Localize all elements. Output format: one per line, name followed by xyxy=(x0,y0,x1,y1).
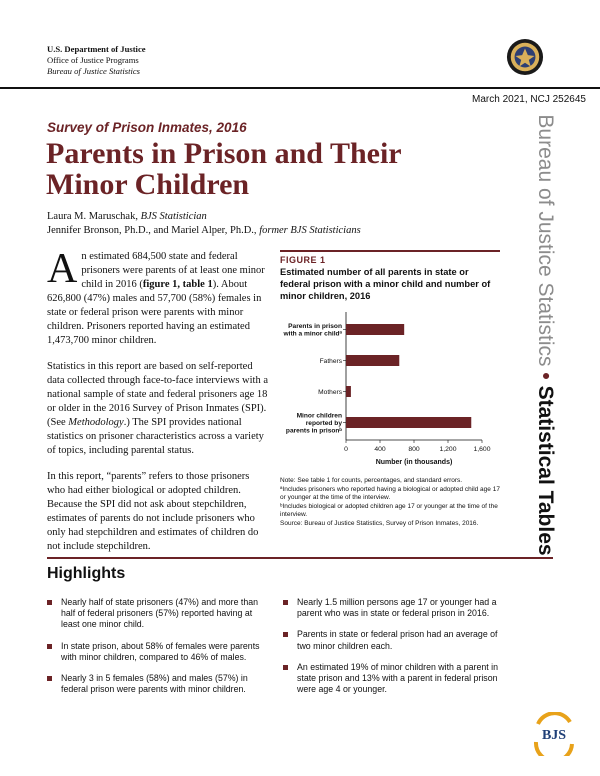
author-1-role: BJS Statistician xyxy=(140,211,207,222)
author-1-name: Laura M. Maruschak, xyxy=(47,211,141,222)
side-band-agency: Bureau of Justice Statistics xyxy=(534,114,557,367)
paragraph-1: An estimated 684,500 state and federal prisoners were parents of at least one minor child in 2016 (figure 1, table 1). About 626,800 (47%) males and 57,700 (58%) females in state or federal prison were parents with minor children. Prisoners reported having an estimated 1,473,700 minor children. xyxy=(47,246,265,346)
report-id: March 2021, NCJ 252645 xyxy=(472,94,586,105)
authors xyxy=(47,210,477,238)
side-band-type: Statistical Tables xyxy=(534,385,557,556)
highlights-heading: Highlights xyxy=(47,565,126,582)
author-2-names: Jennifer Bronson, Ph.D., and Mariel Alper, Ph.D., xyxy=(47,225,260,236)
bullet-icon xyxy=(283,600,288,605)
methodology-reference: Methodology xyxy=(68,417,124,428)
author-2-role: former BJS Statisticians xyxy=(259,225,361,236)
chart-bar xyxy=(346,386,351,397)
highlights-left-column xyxy=(47,597,267,705)
agency-department: U.S. Department of Justice xyxy=(47,44,146,54)
agency-bureau: Bureau of Justice Statistics xyxy=(47,66,141,76)
page-title: Parents in Prison and Their Minor Children xyxy=(46,137,402,201)
highlight-item: Nearly 3 in 5 females (58%) and males (57%) in federal prison were parents with minor children. xyxy=(47,673,267,695)
bullet-icon xyxy=(47,644,52,649)
paragraph-2: Statistics in this report are based on self-reported data collected through face-to-face interviews with a national sample of state and federal prisoners age 18 or older in the 2016 Survey of Prison Inmates (SPI). (See Methodology.) The SPI provides national statistics on prisoner characteristics across a variety of topics, including parental status. xyxy=(47,361,268,456)
figure-label: FIGURE 1 xyxy=(280,255,326,265)
chart-x-tick-label: 0 xyxy=(344,446,348,453)
highlight-item: Parents in state or federal prison had an average of two minor children each. xyxy=(283,629,503,651)
agency-block xyxy=(47,44,146,77)
chart-x-tick-label: 1,600 xyxy=(473,446,491,453)
bullet-icon xyxy=(283,665,288,670)
highlight-item: Nearly 1.5 million persons age 17 or younger had a parent who was in state or federal prison in 2016. xyxy=(283,597,503,619)
highlights-right-column xyxy=(283,597,503,705)
bullet-icon xyxy=(47,600,52,605)
highlights-rule xyxy=(47,557,553,559)
header-rule xyxy=(0,87,600,89)
side-band-separator: • xyxy=(534,366,557,386)
series-name: Survey of Prison Inmates, 2016 xyxy=(47,120,247,135)
bullet-icon xyxy=(47,676,52,681)
side-band xyxy=(520,110,570,560)
chart-x-tick-label: 800 xyxy=(408,446,420,453)
chart-category-label: Minor children reported by parents in prisonᵇ xyxy=(285,412,342,435)
figure-notes xyxy=(280,477,502,529)
chart-x-tick-label: 400 xyxy=(374,446,386,453)
chart-bar xyxy=(346,324,404,335)
figure-footnote-b: ᵇIncludes biological or adopted children age 17 or younger at the time of the interview. xyxy=(280,502,498,519)
figure-footnote-a: ªIncludes prisoners who reported having a biological or adopted child age 17 or younger at the time of the interview. xyxy=(280,485,500,502)
figure-1-bar-chart xyxy=(270,308,510,473)
chart-x-axis-label: Number (in thousands) xyxy=(375,459,453,466)
chart-category-label: Fathers xyxy=(319,357,342,365)
figure-title: Estimated number of all parents in state or federal prison with a minor child and number of minor children, 2016 xyxy=(280,267,491,301)
paragraph-3: In this report, “parents” refers to those prisoners who had either biological or adopted children. Because the SPI did not ask about stepchildren, estimates of parents do not include prisoners who only had stepchildren and estimates of children do not include stepchildren. xyxy=(47,471,259,552)
highlight-item: In state prison, about 58% of females were parents with minor children, compared to 46% of males. xyxy=(47,641,267,663)
chart-bar xyxy=(346,355,399,366)
bjs-logo-text: BJS xyxy=(541,728,567,743)
chart-x-tick-label: 1,200 xyxy=(439,446,457,453)
chart-category-label: Parents in prison with a minor childª xyxy=(283,323,342,338)
highlight-item: Nearly half of state prisoners (47%) and more than half of federal prisoners (57%) reported having at least one minor child. xyxy=(47,597,267,631)
figure-source: Source: Bureau of Justice Statistics, Survey of Prison Inmates, 2016. xyxy=(280,519,479,527)
body-text xyxy=(47,246,269,566)
highlight-item: An estimated 19% of minor children with a parent in state prison and 13% with a parent in federal prison were age 4 or younger. xyxy=(283,662,503,696)
figure-rule xyxy=(280,250,500,252)
drop-cap: A xyxy=(47,246,78,292)
bjs-logo-icon xyxy=(532,712,576,756)
figure-note: Note: See table 1 for counts, percentages, and standard errors. xyxy=(280,477,463,484)
figure-reference-link[interactable]: figure 1, table 1 xyxy=(142,279,213,290)
bullet-icon xyxy=(283,632,288,637)
chart-category-label: Mothers xyxy=(318,388,342,396)
agency-office: Office of Justice Programs xyxy=(47,55,139,65)
chart-bar xyxy=(346,417,471,428)
doj-seal-icon xyxy=(506,38,544,76)
